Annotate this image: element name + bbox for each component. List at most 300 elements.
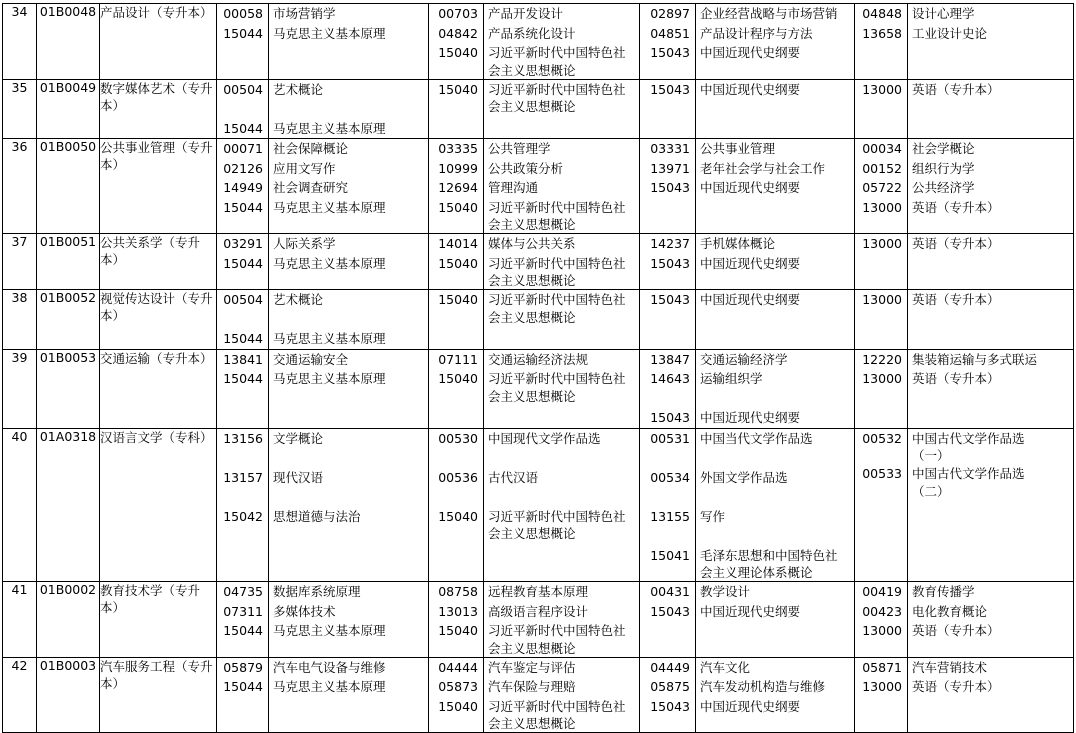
course-name: 汽车电气设备与维修: [273, 659, 386, 675]
course-name: 交通运输经济学: [700, 351, 788, 367]
course-code: 13156: [223, 430, 263, 446]
course-name: 中国近现代史纲要: [700, 180, 801, 195]
course-code: 07311: [223, 603, 263, 619]
course-name: 英语（专升本）: [912, 371, 1000, 386]
course-name: 手机媒体概论: [700, 236, 776, 251]
course-name: 马克思主义基本原理: [273, 255, 386, 271]
course-code-cell: [640, 234, 696, 290]
course-name-cell: [484, 234, 640, 290]
course-name: 会主义思想概论: [488, 526, 576, 541]
course-name-cell: [484, 79, 640, 139]
course-code-cell: [429, 234, 484, 290]
course-code: [429, 99, 483, 115]
course-name: [696, 448, 854, 468]
course-code: 13000: [862, 199, 902, 215]
course-code: 15043: [650, 81, 690, 97]
course-name-cell: [484, 349, 640, 428]
course-name: （二）: [912, 483, 950, 499]
course-code: 14014: [438, 236, 478, 251]
course-name: [696, 526, 854, 546]
course-code: 00531: [650, 430, 690, 446]
course-code: 00058: [223, 6, 263, 21]
course-name-cell: [696, 234, 855, 290]
course-name: 习近平新时代中国特色社: [488, 698, 626, 714]
row-number-cell: 37: [3, 234, 37, 290]
course-name-cell: [269, 79, 429, 139]
course-code: 15044: [223, 255, 263, 271]
course-code: 00504: [223, 292, 263, 307]
row-number-cell: 35: [3, 79, 37, 139]
course-name: 英语（专升本）: [912, 81, 1000, 97]
course-code: 00034: [862, 141, 902, 156]
row-number-cell: 42: [3, 657, 37, 733]
course-name-cell: [484, 428, 640, 582]
major-code-cell: 01B0002: [37, 582, 100, 658]
course-name: 社会调查研究: [273, 180, 349, 195]
major-name-cell: 视觉传达设计（专升本）: [100, 290, 217, 350]
course-code: [640, 389, 695, 409]
course-code: 00703: [438, 6, 478, 21]
course-name: 习近平新时代中国特色社: [488, 81, 626, 97]
course-code: 15043: [650, 698, 690, 714]
course-name: 管理沟通: [488, 180, 539, 195]
course-name: 英语（专升本）: [912, 623, 1000, 638]
course-code-cell: [217, 139, 269, 234]
course-name: 汽车鉴定与评估: [488, 659, 576, 675]
table-row: [3, 657, 1074, 733]
course-code: 15044: [223, 120, 263, 136]
course-code: 15044: [223, 199, 263, 215]
major-name-cell: 汽车服务工程（专升本）: [100, 657, 217, 733]
course-code: 04848: [862, 6, 902, 21]
course-code: 13658: [862, 25, 902, 41]
course-name: 马克思主义基本原理: [273, 371, 386, 386]
row-number-cell: 38: [3, 290, 37, 350]
course-code: 03331: [650, 141, 690, 156]
course-name: 习近平新时代中国特色社: [488, 623, 626, 638]
course-name: 习近平新时代中国特色社: [488, 292, 626, 307]
major-code-cell: 01B0052: [37, 290, 100, 350]
course-name: 应用文写作: [273, 160, 336, 176]
course-code: 12694: [438, 180, 478, 195]
course-code: 04851: [650, 25, 690, 41]
course-name: 英语（专升本）: [912, 679, 1000, 694]
course-code-cell: [640, 79, 696, 139]
course-name: 公共管理学: [488, 141, 551, 156]
course-name-cell: [908, 290, 1074, 350]
row-number-cell: 40: [3, 428, 37, 582]
course-name: 集装箱运输与多式联运: [912, 351, 1038, 367]
course-code-cell: [217, 349, 269, 428]
course-code: 15044: [223, 679, 263, 694]
course-name: 教育传播学: [912, 584, 975, 599]
major-name-cell: 数字媒体艺术（专升本）: [100, 79, 217, 139]
course-code: 13000: [862, 679, 902, 694]
course-name: 中国近现代史纲要: [700, 698, 801, 714]
course-name: 工业设计史论: [912, 25, 988, 41]
course-code: 15042: [223, 508, 263, 524]
course-code: 13013: [438, 603, 478, 619]
course-name-cell: [269, 428, 429, 582]
course-code-cell: [429, 582, 484, 658]
course-code: 05722: [862, 180, 902, 195]
course-name: 写作: [700, 508, 726, 524]
course-code-cell: [855, 582, 908, 658]
course-code: [217, 487, 268, 507]
course-name: 会主义理论体系概论: [700, 565, 813, 580]
table-row: [3, 428, 1074, 582]
course-code: 15040: [438, 255, 478, 271]
course-name: [269, 99, 428, 119]
course-name: 汽车营销技术: [912, 659, 988, 675]
course-code-cell: [855, 428, 908, 582]
course-code: 05871: [862, 659, 902, 675]
course-code: 14643: [650, 371, 690, 386]
course-code: 15043: [650, 255, 690, 271]
course-code: 04842: [438, 25, 478, 41]
course-name: 习近平新时代中国特色社: [488, 199, 626, 215]
table-row: [3, 79, 1074, 139]
course-name: 公共政策分析: [488, 160, 564, 176]
course-code: [640, 526, 695, 546]
course-code: [429, 448, 483, 468]
course-code-cell: [217, 234, 269, 290]
course-name: 中国近现代史纲要: [700, 410, 801, 425]
course-code-cell: [855, 290, 908, 350]
course-code: 15043: [650, 292, 690, 307]
course-name: [484, 448, 639, 468]
course-name: 文学概论: [273, 430, 324, 446]
course-name: 英语（专升本）: [912, 236, 1000, 251]
course-code: 15043: [650, 45, 690, 60]
course-code-cell: [429, 657, 484, 733]
course-code: 15040: [438, 623, 478, 638]
course-code-cell: [855, 4, 908, 80]
course-name-cell: [908, 234, 1074, 290]
course-code: 15040: [438, 371, 478, 386]
course-name-cell: [269, 349, 429, 428]
course-name: 会主义思想概论: [488, 217, 576, 232]
course-name-cell: [908, 657, 1074, 733]
course-code: 15040: [438, 508, 478, 524]
course-code: 15040: [438, 292, 478, 307]
course-code-cell: [217, 79, 269, 139]
course-code: [217, 448, 268, 468]
course-code: 04449: [650, 659, 690, 675]
row-number-cell: 39: [3, 349, 37, 428]
course-code: 05875: [650, 679, 690, 694]
row-number-cell: 36: [3, 139, 37, 234]
course-name: 汽车保险与理赔: [488, 679, 576, 694]
course-code: 03291: [223, 236, 263, 251]
course-code: 10999: [438, 160, 478, 176]
course-code: [429, 63, 483, 79]
course-name: 产品开发设计: [488, 6, 564, 21]
course-code: [429, 310, 483, 326]
course-code: 00504: [223, 81, 263, 97]
course-name-cell: [696, 428, 855, 582]
course-name: 中国近现代史纲要: [700, 45, 801, 60]
course-code: 13971: [650, 160, 690, 176]
course-code-cell: [640, 428, 696, 582]
major-code-cell: 01B0051: [37, 234, 100, 290]
course-name: 产品设计程序与方法: [700, 25, 813, 41]
course-code-cell: [855, 349, 908, 428]
course-name: 中国古代文学作品选: [912, 430, 1025, 446]
course-code: 13847: [650, 351, 690, 367]
course-code: [217, 310, 268, 330]
course-name: 中国近现代史纲要: [700, 81, 801, 97]
course-code: [429, 273, 483, 289]
row-number-cell: 34: [3, 4, 37, 80]
course-code: 00152: [862, 160, 902, 176]
course-name-cell: [908, 4, 1074, 80]
course-code-cell: [640, 139, 696, 234]
course-name-cell: [269, 4, 429, 80]
course-code: [429, 641, 483, 657]
course-code: 15040: [438, 81, 478, 97]
course-name-cell: [696, 79, 855, 139]
major-code-cell: 01B0003: [37, 657, 100, 733]
course-code: 00431: [650, 584, 690, 599]
course-code: 00536: [438, 469, 478, 485]
course-code: 12220: [862, 351, 902, 367]
course-code: 02126: [223, 160, 263, 176]
course-name-cell: [908, 139, 1074, 234]
table-row: [3, 4, 1074, 80]
course-name-cell: [908, 349, 1074, 428]
course-code: 00530: [438, 430, 478, 446]
course-code-cell: [217, 428, 269, 582]
course-name: 思想道德与法治: [273, 508, 361, 524]
table-row: [3, 234, 1074, 290]
major-code-cell: 01B0048: [37, 4, 100, 80]
course-name: 马克思主义基本原理: [273, 25, 386, 41]
course-name: 汽车文化: [700, 659, 751, 675]
course-code-cell: [429, 139, 484, 234]
course-name-cell: [696, 582, 855, 658]
course-code-cell: [855, 234, 908, 290]
course-code: [429, 389, 483, 405]
course-name: 中国近现代史纲要: [700, 603, 801, 619]
course-name-cell: [269, 139, 429, 234]
course-code: 08758: [438, 584, 478, 599]
course-code: 15041: [650, 547, 690, 563]
course-name: [696, 389, 854, 409]
course-code-cell: [217, 4, 269, 80]
course-code-cell: [855, 657, 908, 733]
course-code: 05879: [223, 659, 263, 675]
course-name: 艺术概论: [273, 292, 324, 307]
course-name: 交通运输经济法规: [488, 351, 589, 367]
course-name: 习近平新时代中国特色社: [488, 255, 626, 271]
course-code: 13000: [862, 292, 902, 307]
course-code-cell: [640, 4, 696, 80]
course-code: 00423: [862, 603, 902, 619]
course-code-cell: [640, 582, 696, 658]
course-name: 高级语言程序设计: [488, 603, 589, 619]
course-name: 中国近现代史纲要: [700, 255, 801, 271]
row-number-cell: 41: [3, 582, 37, 658]
course-code: [640, 448, 695, 468]
course-code: 14237: [650, 236, 690, 251]
course-name: 汽车发动机构造与维修: [700, 679, 826, 694]
course-name: 交通运输安全: [273, 351, 349, 367]
course-code: [217, 99, 268, 119]
major-name-cell: 教育技术学（专升本）: [100, 582, 217, 658]
course-code-cell: [217, 582, 269, 658]
course-code: [855, 484, 907, 500]
course-code-cell: [640, 349, 696, 428]
course-name-cell: [696, 4, 855, 80]
course-name: 电化教育概论: [912, 603, 988, 619]
course-name-cell: [696, 290, 855, 350]
table-row: [3, 139, 1074, 234]
course-name-cell: [484, 290, 640, 350]
course-name: 会主义思想概论: [488, 640, 576, 656]
course-code: 15044: [223, 371, 263, 386]
course-name: 媒体与公共关系: [488, 236, 576, 251]
course-name: 英语（专升本）: [912, 292, 1000, 307]
course-name: 产品系统化设计: [488, 25, 576, 41]
course-name: [696, 487, 854, 507]
course-code: 13000: [862, 623, 902, 638]
major-name-cell: 产品设计（专升本）: [100, 4, 217, 80]
course-name: 会主义思想概论: [488, 716, 576, 731]
course-name: 现代汉语: [273, 469, 324, 485]
course-code: 14949: [223, 180, 263, 195]
course-name: 会主义思想概论: [488, 309, 576, 325]
course-code: 00532: [862, 430, 902, 446]
course-name: [484, 487, 639, 507]
major-code-cell: 01A0318: [37, 428, 100, 582]
course-code-cell: [855, 139, 908, 234]
course-name-cell: [908, 428, 1074, 582]
course-name: 市场营销学: [273, 6, 336, 21]
course-code: 13000: [862, 236, 902, 251]
course-name: 马克思主义基本原理: [273, 120, 386, 136]
course-name: 艺术概论: [273, 81, 324, 97]
table-row: [3, 290, 1074, 350]
course-name: [269, 448, 428, 468]
course-name: 古代汉语: [488, 469, 539, 485]
course-code: 15044: [223, 25, 263, 41]
course-name-cell: [908, 582, 1074, 658]
course-code-cell: [429, 428, 484, 582]
course-name: 远程教育基本原理: [488, 584, 589, 599]
course-name: [269, 487, 428, 507]
course-name-cell: [269, 290, 429, 350]
course-name: 社会保障概论: [273, 141, 349, 156]
course-name-cell: [484, 582, 640, 658]
course-name: 会主义思想概论: [488, 388, 576, 404]
course-name: （一）: [912, 448, 950, 463]
course-name: 中国现代文学作品选: [488, 430, 601, 446]
course-name-cell: [484, 657, 640, 733]
course-name: 老年社会学与社会工作: [700, 160, 826, 176]
course-code: 04735: [223, 584, 263, 599]
course-name: 社会学概论: [912, 141, 975, 156]
course-name: 英语（专升本）: [912, 199, 1000, 215]
course-code: 15044: [223, 623, 263, 638]
course-name: 毛泽东思想和中国特色社: [700, 547, 838, 563]
course-name: 多媒体技术: [273, 603, 336, 619]
course-name: 会主义思想概论: [488, 99, 576, 114]
course-code: [855, 448, 907, 464]
course-code: 00071: [223, 141, 263, 156]
course-code-cell: [855, 79, 908, 139]
major-name-cell: 公共事业管理（专升本）: [100, 139, 217, 234]
course-name: 公共经济学: [912, 180, 975, 195]
course-code: 15043: [650, 410, 690, 425]
course-name-cell: [908, 79, 1074, 139]
course-code: 15043: [650, 603, 690, 619]
course-code-cell: [640, 290, 696, 350]
course-code: 15040: [438, 698, 478, 714]
course-code: 15043: [650, 180, 690, 195]
course-name-cell: [484, 4, 640, 80]
course-code: [429, 526, 483, 542]
course-code-cell: [217, 657, 269, 733]
course-name-cell: [269, 582, 429, 658]
course-code: 03335: [438, 141, 478, 156]
course-name: 习近平新时代中国特色社: [488, 508, 626, 524]
course-name: 习近平新时代中国特色社: [488, 371, 626, 386]
course-code: 13000: [862, 371, 902, 386]
course-name: 教学设计: [700, 584, 751, 599]
course-code-cell: [429, 4, 484, 80]
course-name-cell: [269, 657, 429, 733]
course-code-cell: [429, 290, 484, 350]
course-code: [429, 487, 483, 507]
course-code: [640, 565, 695, 581]
course-name: 外国文学作品选: [700, 469, 788, 485]
major-name-cell: 汉语言文学（专科）: [100, 428, 217, 582]
major-name-cell: 交通运输（专升本）: [100, 349, 217, 428]
course-name-cell: [484, 139, 640, 234]
course-code: 13157: [223, 469, 263, 485]
course-code: [429, 716, 483, 732]
course-name: 会主义思想概论: [488, 62, 576, 78]
major-code-cell: 01B0053: [37, 349, 100, 428]
major-name-cell: 公共关系学（专升本）: [100, 234, 217, 290]
table-row: [3, 582, 1074, 658]
course-code: 15044: [223, 331, 263, 346]
course-name: 设计心理学: [912, 6, 975, 21]
course-name: 企业经营战略与市场营销: [700, 6, 838, 21]
course-name: 组织行为学: [912, 160, 975, 176]
course-code: [429, 217, 483, 233]
course-code: 13841: [223, 351, 263, 367]
course-code-cell: [429, 349, 484, 428]
course-name: 数据库系统原理: [273, 584, 361, 599]
course-name: 中国当代文学作品选: [700, 430, 813, 446]
course-name-cell: [696, 139, 855, 234]
major-code-cell: 01B0050: [37, 139, 100, 234]
course-code: 13000: [862, 81, 902, 97]
course-name: 马克思主义基本原理: [273, 623, 386, 638]
course-name-cell: [696, 657, 855, 733]
exam-plan-table: [2, 3, 1074, 733]
course-name: 中国古代文学作品选: [912, 466, 1025, 481]
course-code-cell: [640, 657, 696, 733]
course-name: 会主义思想概论: [488, 273, 576, 288]
major-code-cell: 01B0049: [37, 79, 100, 139]
course-code: 04444: [438, 659, 478, 675]
course-code: [640, 487, 695, 507]
course-code: 15040: [438, 45, 478, 60]
course-name: 马克思主义基本原理: [273, 199, 386, 215]
